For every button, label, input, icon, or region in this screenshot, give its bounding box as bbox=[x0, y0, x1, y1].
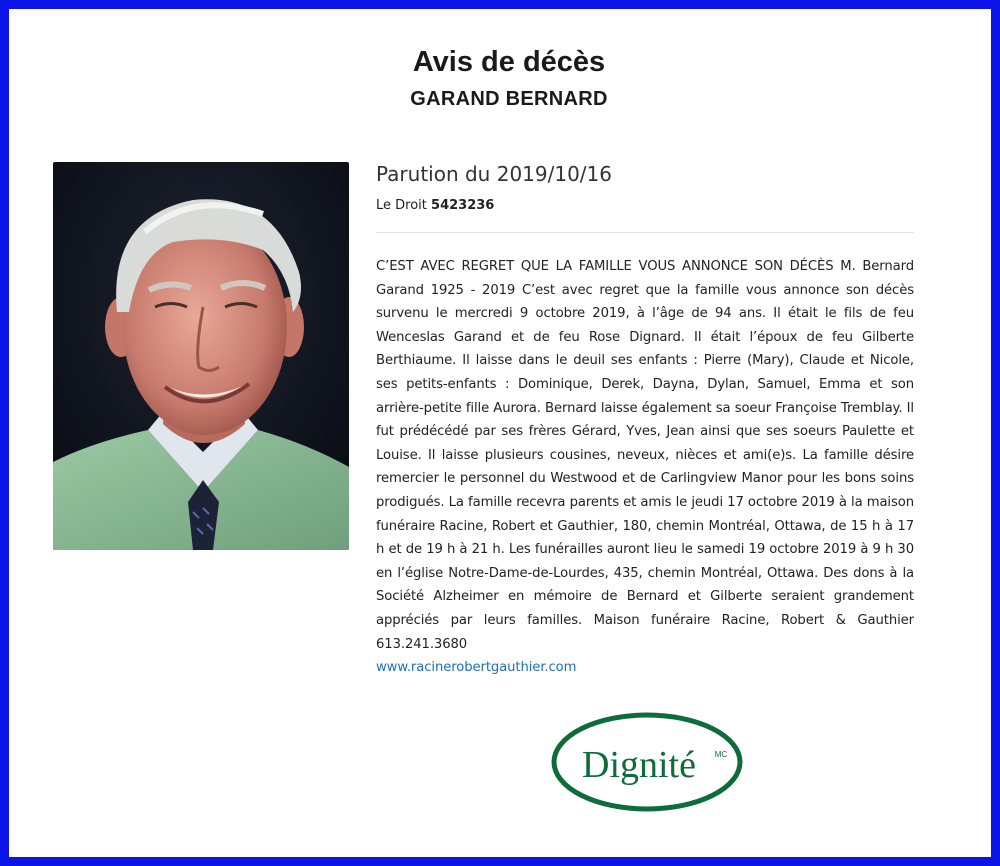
divider bbox=[376, 232, 914, 233]
publication-source bbox=[376, 196, 914, 216]
logo-text: Dignité bbox=[582, 744, 696, 786]
publication-date: Parution du 2019/10/16 bbox=[376, 162, 612, 186]
deceased-name: GARAND BERNARD bbox=[410, 88, 608, 110]
obituary-text: C’EST AVEC REGRET QUE LA FAMILLE VOUS ANNONCE SON DÉCÈS M. Bernard Garand 1925 - 2019 C’est avec regret que la famille vous annonce son décès survenu le mercredi 9 octobre 2019, à l’âge de 94 ans. Il était le fils de feu Wenceslas Garand et de feu Rose Dignard. Il était l’époux de feu Gilberte Berthiaume. Il laisse dans le deuil ses enfants : Pierre (Mary), Claude et Nicole, ses petits-enfants : Dominique, Derek, Dayna, Dylan, Samuel, Emma et son arrière-petite fille Aurora. Bernard laisse également sa soeur Françoise Tremblay. Il fut prédécédé par ses frères Gérard, Yves, Jean ainsi que ses soeurs Paulette et Louise. Il laisse plusieurs cousines, neveux, nièces et ami(e)s. La famille désire remercier le personnel du Westwood et de Carlingview Manor pour les bons soins prodigués. La famille recevra parents et amis le jeudi 17 octobre 2019 à la maison funéraire Racine, Robert et Gauthier, 180, chemin Montréal, Ottawa, de 15 h à 17 h et de 19 h à 21 h. Les funérailles auront lieu le samedi 19 octobre 2019 à 9 h 30 en l’église Notre-Dame-de-Lourdes, 435, chemin Montréal, Ottawa. Des dons à la Société Alzheimer en mémoire de Bernard et Gilberte seraient grandement appréciés par leurs familles. Maison funéraire Racine, Robert & Gauthier 613.241.3680 bbox=[376, 259, 914, 652]
header bbox=[9, 43, 1000, 111]
portrait-photo bbox=[53, 162, 349, 550]
page-title: Avis de décès bbox=[412, 46, 606, 78]
funeral-home-link[interactable]: www.racinerobertgauthier.com bbox=[376, 660, 577, 676]
publication-info bbox=[376, 159, 914, 216]
reference-number: 5423236 bbox=[431, 198, 495, 213]
obituary-text-block bbox=[376, 255, 914, 680]
dignite-logo bbox=[549, 711, 745, 813]
logo-mark: MC bbox=[714, 750, 728, 759]
newspaper-name: Le Droit bbox=[376, 198, 427, 213]
